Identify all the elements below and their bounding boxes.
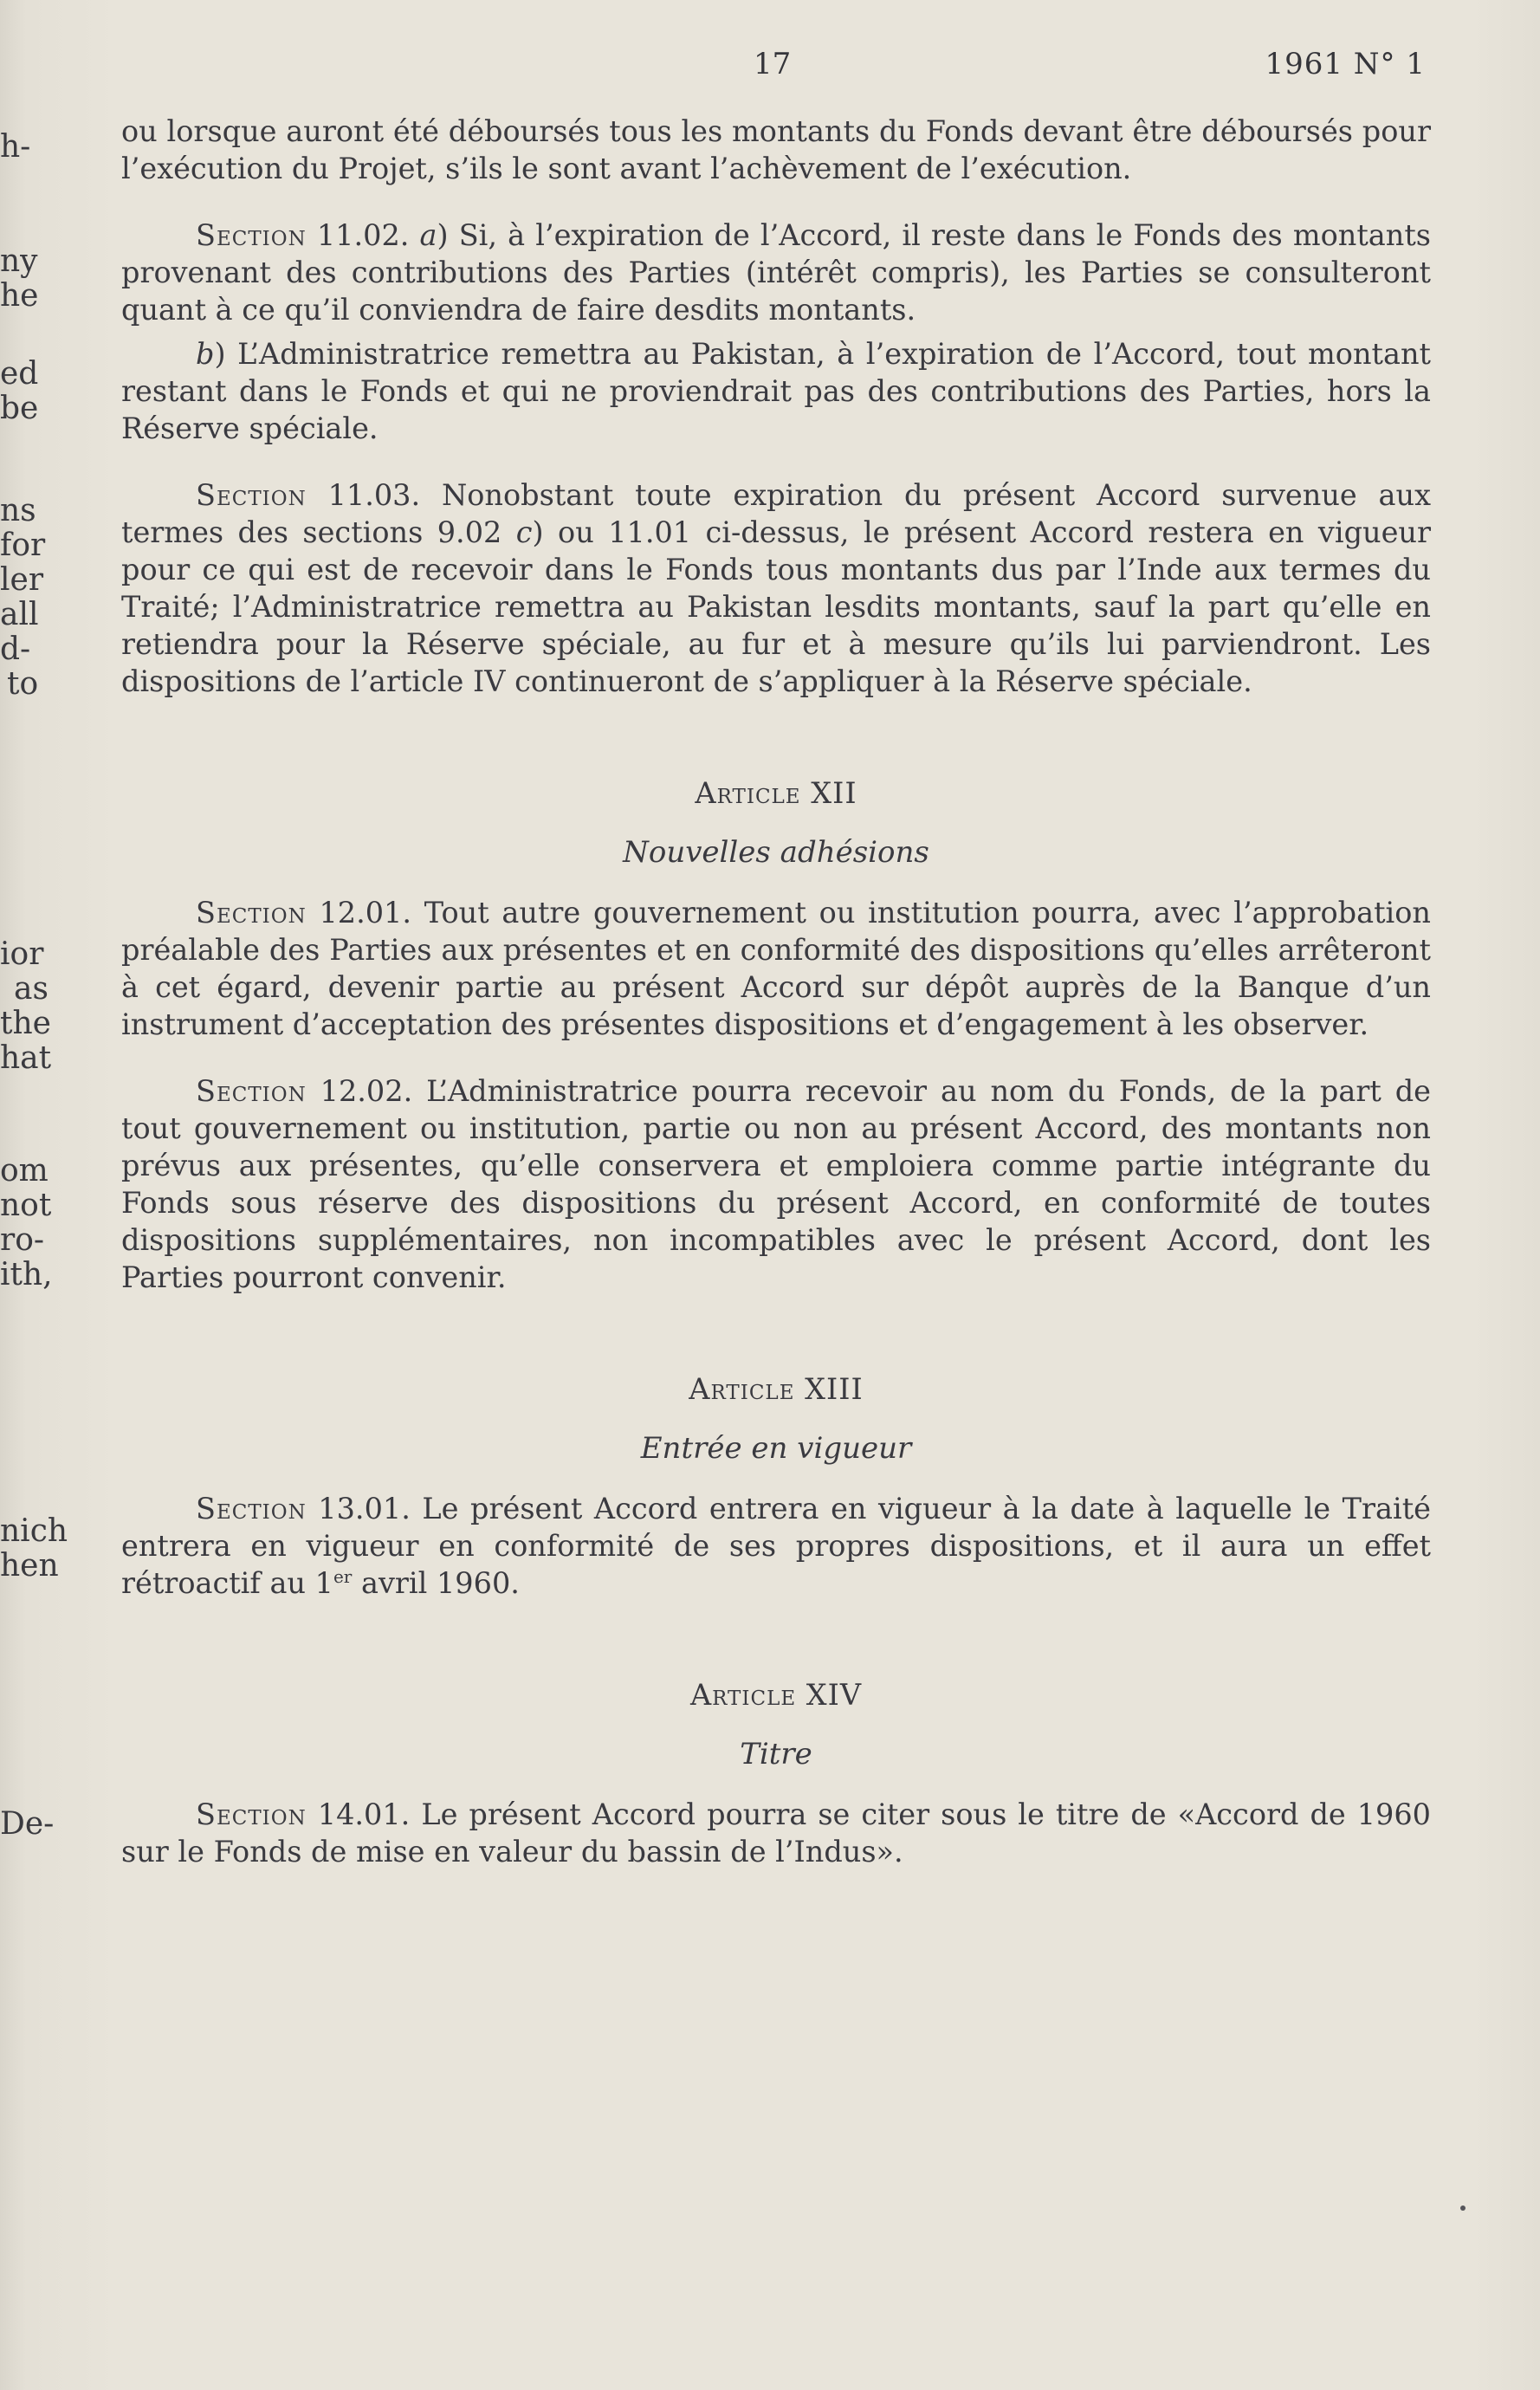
main-text (121, 113, 1431, 1870)
page-number: 17 (754, 47, 792, 81)
paper-speck (1460, 2205, 1466, 2211)
section-12-01: Section 12.01. Tout autre gouvernement ou institution pourra, avec l’approbation préalable des Parties aux présentes et en conformité des dispositions qu’elles arrêteront à cet égard, devenir partie au présent Accord sur dépôt auprès de la Banque d’un instrument d’acceptation des présentes dispositions et d’engagement à les observer. (121, 896, 1431, 1041)
year-issue-number: 1961 N° 1 (1265, 47, 1426, 81)
margin-fragment-8: De- (0, 1806, 55, 1842)
margin-fragment-1: h- (0, 129, 31, 165)
section-11-02-b: b) L’Administratrice remettra au Pakistan, à l’expiration de l’Accord, tout montant restant dans le Fonds et qui ne proviendrait pas des contributions des Parties, hors la Réserve spéciale. (121, 337, 1431, 445)
section-12-02: Section 12.02. L’Administratrice pourra recevoir au nom du Fonds, de la part de tout gouvernement ou institution, partie ou non au présent Accord, des montants non prévus aux présentes, qu’elle conservera et emploiera comme partie intégrante du Fonds sous réserve des dispositions du présent Accord, en conformité de toutes dispositions supplémentaires, non incompatibles avec le présent Accord, dont les Parties pourront convenir. (121, 1074, 1431, 1294)
section-11-02-a: Section 11.02. a) Si, à l’expiration de l’Accord, il reste dans le Fonds des montants provenant des contributions des Parties (intérêt compris), les Parties se consulteront quant à ce qu’il conviendra de faire desdits montants. (121, 218, 1431, 327)
article-13-subtitle: Entrée en vigueur (640, 1431, 912, 1466)
section-14-01: Section 14.01. Le présent Accord pourra se citer sous le titre de «Accord de 1960 sur le Fonds de mise en valeur du bassin de l’Indus». (121, 1797, 1431, 1869)
margin-fragment-5: ior as the hat (0, 936, 52, 1076)
margin-fragment-7: nich hen (0, 1513, 68, 1584)
paragraph-continuation: ou lorsque auront été déboursés tous les montants du Fonds devant être déboursés pour l’exécution du Projet, s’ils le sont avant l’achèvement de l’exécution. (121, 114, 1431, 185)
margin-fragment-4: ns for ler all d- to (0, 493, 46, 702)
article-14-subtitle: Titre (740, 1737, 812, 1771)
margin-fragment-2: ny he (0, 243, 39, 314)
article-13-heading: Article XIII (689, 1372, 864, 1406)
article-12-subtitle: Nouvelles adhésions (623, 835, 929, 870)
margin-fragment-3: ed be (0, 356, 39, 426)
article-12-heading: Article XII (695, 776, 857, 810)
margin-fragment-6: om not ro- ith, (0, 1153, 53, 1292)
section-13-01: Section 13.01. Le présent Accord entrera en vigueur à la date à laquelle le Traité entrera en vigueur en conformité de ses propres dispositions, et il aura un effet rétroactif au 1er avril 1960. (121, 1492, 1431, 1600)
section-11-03: Section 11.03. Nonobstant toute expiration du présent Accord survenue aux termes des sections 9.02 c) ou 11.01 ci-dessus, le présent Accord restera en vigueur pour ce qui est de recevoir dans le Fonds tous montants dus par l’Inde aux termes du Traité; l’Administratrice remettra au Pakistan lesdits montants, sauf la part qu’elle en retiendra pour la Réserve spéciale, au fur et à mesure qu’ils lui parviendront. Les dispositions de l’article IV continueront de s’appliquer à la Réserve spéciale. (121, 478, 1432, 698)
article-14-heading: Article XIV (689, 1678, 863, 1712)
